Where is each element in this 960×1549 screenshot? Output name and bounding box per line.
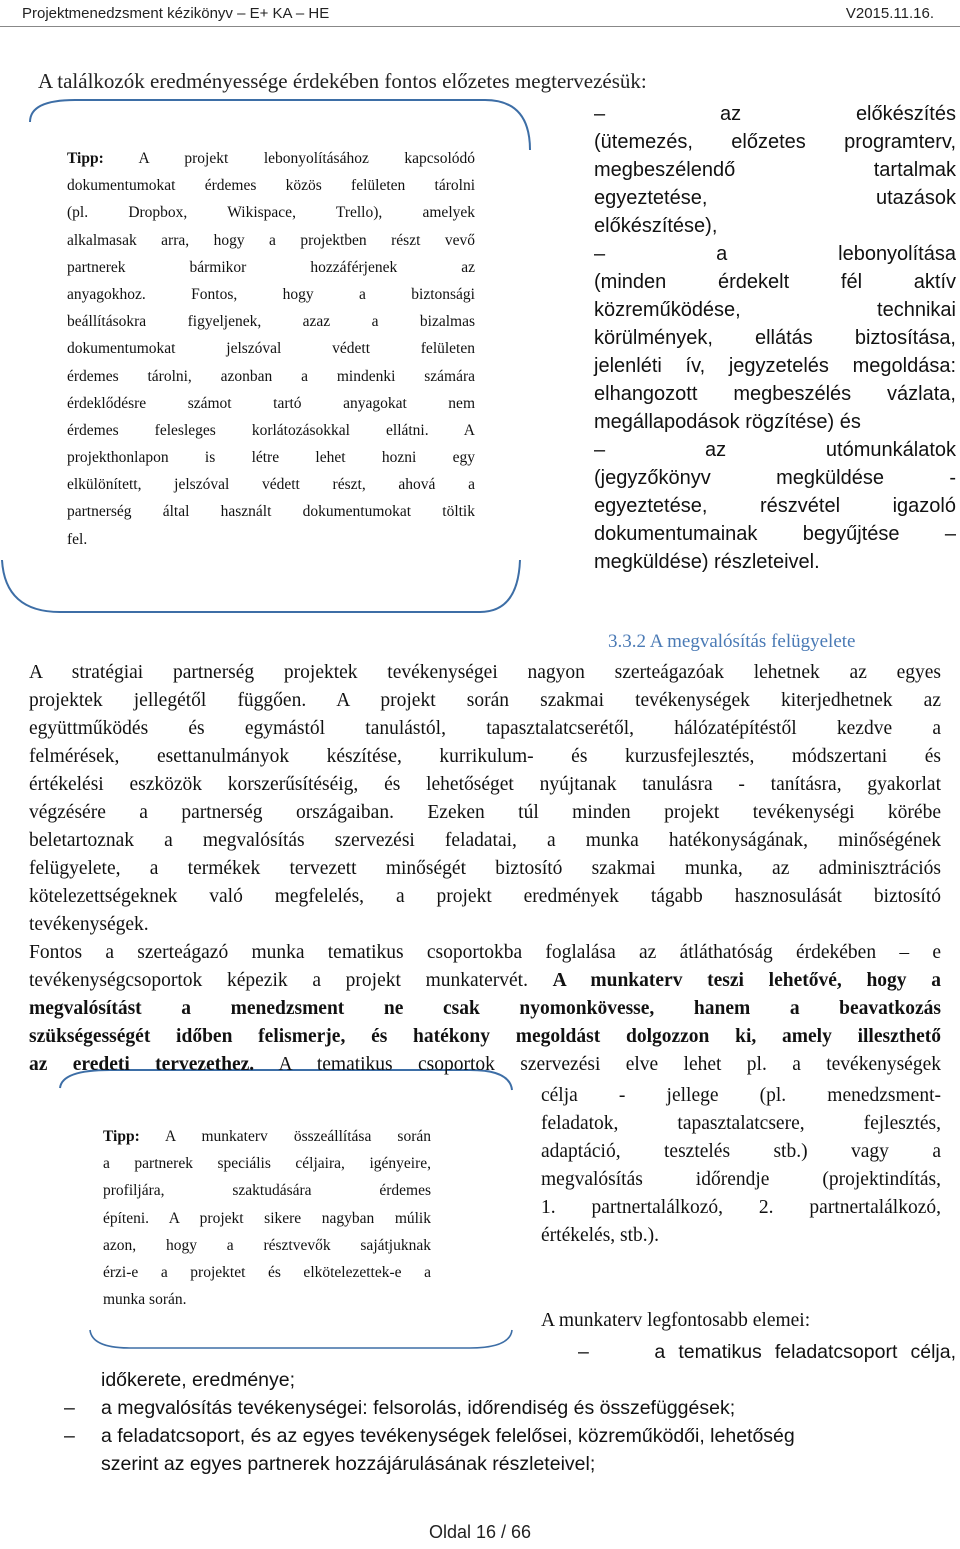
page-footer: Oldal 16 / 66 xyxy=(428,1522,532,1542)
phase-line: elhangozott megbeszélés vázlata, xyxy=(594,383,956,405)
element-item: – a megvalósítás tevékenységei: felsorolás, időrendiség és összefüggések; xyxy=(64,1397,736,1419)
phase-line: közreműködése, technikai xyxy=(594,299,956,321)
tip-line: fel. xyxy=(67,530,88,548)
phase-line: megküldése) részleteivel. xyxy=(594,551,820,573)
tip-line: munka során. xyxy=(103,1291,187,1309)
section-title: A megvalósítás felügyelete xyxy=(649,631,856,652)
tip-line: anyagokhoz. Fontos, hogy a biztonsági xyxy=(67,285,475,303)
phase-line: egyeztetése, részvétel igazoló xyxy=(594,495,956,517)
body-line: beletartoznak a megvalósítás szervezési feladatai, a munka hatékonyságának, minőségének xyxy=(29,830,941,851)
tip-line: érdemes tárolni, azonban a mindenki számára xyxy=(67,367,475,385)
section-number: 3.3.2 xyxy=(608,631,646,652)
tip-line: érdeklődésre számot tartó anyagokat nem xyxy=(67,394,475,412)
body-line: tevékenységek. xyxy=(29,914,149,935)
section-heading xyxy=(608,631,855,653)
body-line: kötelezettségeknek való megfelelés, a projekt eredmények tágabb hasznosulását biztosító xyxy=(29,886,941,907)
grouping-line: értékelés, stb.). xyxy=(541,1225,660,1246)
element-item: időkerete, eredménye; xyxy=(101,1369,296,1391)
tip-line: partnerség által használt dokumentumokat töltik xyxy=(67,503,475,521)
body-line: Fontos a szerteágazó munka tematikus csoportokba foglalása az átláthatóság érdekében – e xyxy=(29,942,941,963)
tip-line: építeni. A projekt sikere nagyban múlik xyxy=(103,1209,431,1227)
phase-line: (jegyzőkönyv megküldése - xyxy=(594,467,956,489)
tip-line: a partnerek speciális céljaira, igényeire, xyxy=(103,1155,431,1173)
tip-line: azon, hogy a résztvevők sajátjuknak xyxy=(103,1236,431,1254)
body-line: végzésére a partnerség országaiban. Ezeken túl minden projekt tevékenységi körébe xyxy=(29,802,941,823)
body-line: szükségességét időben felismerje, és hatékony megoldást dolgozzon ki, amely illeszthető xyxy=(29,1026,941,1047)
element-item: – a tematikus feladatcsoport célja, xyxy=(578,1341,957,1363)
tip-line: alkalmasak arra, hogy a projektben részt vevő xyxy=(67,231,475,249)
tip-line: projekthonlapon is létre lehet hozni egy xyxy=(67,449,475,467)
tip-line: dokumentumokat érdemes közös felületen tárolni xyxy=(67,177,475,195)
meeting-phases xyxy=(594,100,956,576)
grouping-line: 1. partnertalálkozó, 2. partnertalálkozó, xyxy=(541,1197,941,1218)
body-line: felmérések, esettanulmányok készítése, kurrikulum- és kurzusfejlesztés, módszertani és xyxy=(29,746,941,767)
tip-line: profiljára, szaktudására érdemes xyxy=(103,1182,431,1200)
phase-line: (ütemezés, előzetes programterv, xyxy=(594,131,956,153)
grouping-line: célja - jellege (pl. menedzsment- xyxy=(541,1085,941,1106)
body-line: az eredeti tervezethez. A tematikus csoportok szervezési elve lehet pl. a tevékenységek xyxy=(29,1054,941,1075)
grouping-line: adaptáció, tesztelés stb.) vagy a xyxy=(541,1141,941,1162)
header-right: V2015.11.16. xyxy=(845,5,934,22)
tip-line: (pl. Dropbox, Wikispace, Trello), amelyek xyxy=(67,204,475,222)
tip-line: dokumentumokat jelszóval védett felületen xyxy=(67,340,475,358)
body-paragraph xyxy=(29,659,941,1079)
grouping-line: megvalósítás időrendje (projektindítás, xyxy=(541,1169,941,1190)
tip-label: Tipp: xyxy=(67,150,104,167)
body-line: értékelési eszközök korszerűsítéséig, és lehetőséget nyújtanak tanulásra - tanításra, gyakorlat xyxy=(29,774,941,795)
tip1-frame xyxy=(30,100,530,150)
phase-line: jelenléti ív, jegyzetelés megoldása: xyxy=(594,355,956,377)
body-line: felügyelete, a termékek tervezett minőségét biztosító szakmai munka, az adminisztrációs xyxy=(29,858,941,879)
tip-line: beállításokra figyeljenek, azaz a bizalmas xyxy=(67,313,475,331)
tip-line: Tipp: A projekt lebonyolításához kapcsolódó xyxy=(67,150,475,167)
tip-line: érzi-e a projektet és elkötelezettek-e a xyxy=(103,1263,431,1281)
phase-line: dokumentumainak begyűjtése – xyxy=(594,523,956,545)
phase-line: egyeztetése, utazások xyxy=(594,187,956,209)
body-line: projektek jellegétől függően. A projekt során szakmai tevékenységek kiterjedhetnek az xyxy=(29,690,941,711)
element-item: – a feladatcsoport, és az egyes tevékenységek felelősei, közreműködői, lehetőség xyxy=(64,1425,795,1447)
body-line: megvalósítást a menedzsment ne csak nyomonkövesse, hanem a beavatkozás xyxy=(29,998,941,1019)
element-item: szerint az egyes partnerek hozzájárulásának részleteivel; xyxy=(101,1453,596,1475)
phase-line: megbeszélendő tartalmak xyxy=(594,159,956,181)
tip-line: partnerek bármikor hozzáférjenek az xyxy=(67,258,475,276)
tip-line: Tipp: A munkaterv összeállítása során xyxy=(103,1128,431,1145)
tip1-frame-bottom xyxy=(2,560,520,612)
phase-line: megállapodások rögzítése) és xyxy=(594,411,861,433)
phase-line: – az előkészítés xyxy=(594,103,956,125)
tip-line: érdemes felesleges korlátozásokkal ellátni. A xyxy=(67,421,475,439)
header-left: Projektmenedzsment kézikönyv – E+ KA – HE xyxy=(22,5,330,22)
tip2-frame-bottom xyxy=(90,1330,512,1348)
tip-label: Tipp: xyxy=(103,1128,140,1145)
grouping-line: feladatok, tapasztalatcsere, fejlesztés, xyxy=(541,1113,941,1134)
phase-line: (minden érdekelt fél aktív xyxy=(594,271,956,293)
phase-line: előkészítése), xyxy=(594,215,718,237)
tip-box-1 xyxy=(67,145,475,553)
body-line: tevékenységcsoportok képezik a projekt munkatervét. A munkaterv teszi lehetővé, hogy a xyxy=(29,970,942,991)
elements-intro: A munkaterv legfontosabb elemei: xyxy=(541,1310,811,1331)
grouping-principle xyxy=(541,1082,941,1250)
lead-sentence: A találkozók eredményessége érdekében fontos előzetes megtervezésük: xyxy=(38,69,647,93)
phase-line: – a lebonyolítása xyxy=(594,243,956,265)
phase-line: – az utómunkálatok xyxy=(594,439,956,461)
tip-line: elkülönített, jelszóval védett részt, ahová a xyxy=(67,476,475,494)
tip-box-2 xyxy=(103,1123,431,1313)
body-line: együttműködés és egymástól tanulástól, tapasztalatcserétől, hálózatépítéstől kezdve a xyxy=(29,718,941,739)
phase-line: körülmények, ellátás biztosítása, xyxy=(594,327,956,349)
body-line: A stratégiai partnerség projektek tevékenységei nagyon szerteágazóak lehetnek az egyes xyxy=(29,662,941,683)
